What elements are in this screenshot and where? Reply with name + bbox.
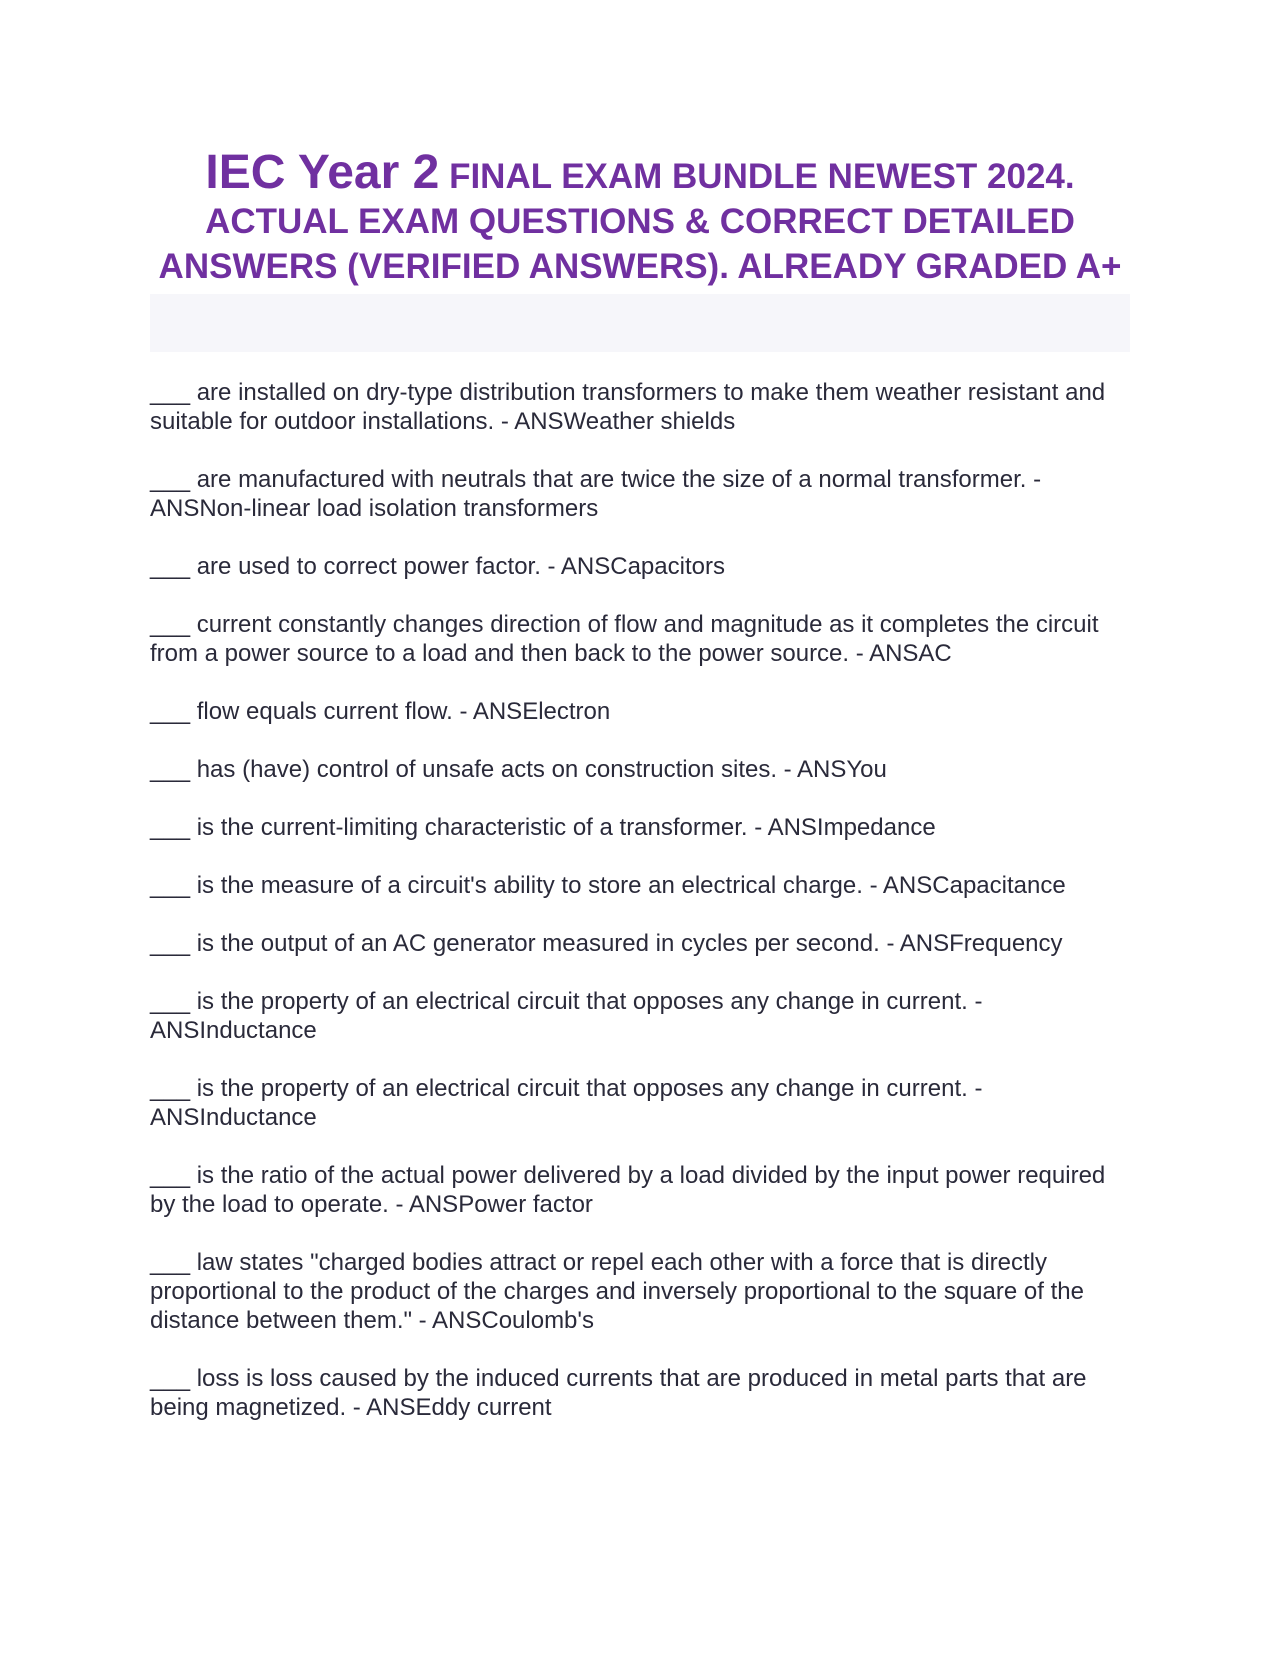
document-title xyxy=(150,146,1130,289)
document-title-lead: IEC Year 2 xyxy=(205,146,440,199)
qa-item: ___ is the ratio of the actual power delivered by a load divided by the input power required by the load to operate. - ANSPower factor xyxy=(150,1162,1106,1218)
qa-item: ___ is the current-limiting characteristic of a transformer. - ANSImpedance xyxy=(150,814,936,841)
qa-item: ___ flow equals current flow. - ANSElectron xyxy=(150,698,611,725)
qa-item: ___ loss is loss caused by the induced currents that are produced in metal parts that are being magnetized. - ANSEddy current xyxy=(150,1365,1087,1421)
document-title-rest: FINAL EXAM BUNDLE NEWEST 2024. ACTUAL EXAM QUESTIONS & CORRECT DETAILED ANSWERS (VERIFIED ANSWERS). ALREADY GRADED A+ xyxy=(158,157,1122,286)
qa-item: ___ are manufactured with neutrals that are twice the size of a normal transformer. - ANSNon-linear load isolation transformers xyxy=(150,466,1042,522)
qa-item: ___ are used to correct power factor. - ANSCapacitors xyxy=(150,553,725,580)
qa-item: ___ law states "charged bodies attract or repel each other with a force that is directly proportional to the product of the charges and inversely proportional to the square of the distance between them." - ANSCoulomb's xyxy=(150,1249,1084,1334)
qa-item: ___ current constantly changes direction of flow and magnitude as it completes the circuit from a power source to a load and then back to the power source. - ANSAC xyxy=(150,611,1099,667)
qa-item: ___ are installed on dry-type distribution transformers to make them weather resistant and suitable for outdoor installations. - ANSWeather shields xyxy=(150,379,1106,435)
qa-item: ___ is the output of an AC generator measured in cycles per second. - ANSFrequency xyxy=(150,930,1063,957)
qa-item: ___ is the measure of a circuit's ability to store an electrical charge. - ANSCapacitance xyxy=(150,872,1066,899)
shaded-banner xyxy=(150,294,1130,352)
qa-item: ___ is the property of an electrical circuit that opposes any change in current. - ANSInductance xyxy=(150,1075,983,1131)
document-page xyxy=(150,146,1130,1451)
qa-item: ___ is the property of an electrical circuit that opposes any change in current. - ANSInductance xyxy=(150,988,983,1044)
qa-item: ___ has (have) control of unsafe acts on construction sites. - ANSYou xyxy=(150,756,887,783)
question-answer-list xyxy=(150,378,1130,1422)
